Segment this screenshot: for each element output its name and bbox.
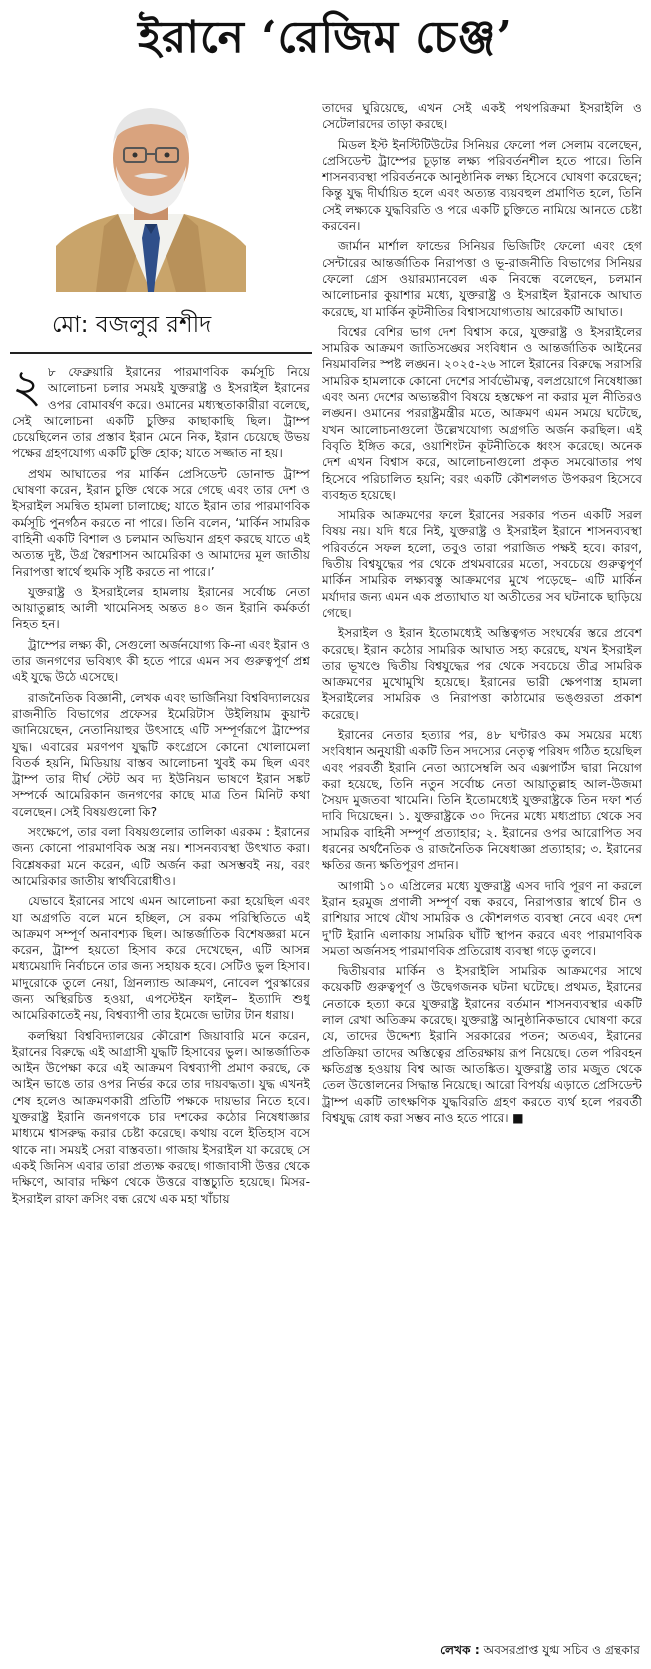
article-paragraph: যেভাবে ইরানের সাথে এমন আলোচনা করা হয়েছিল এবং যা অগ্রগতি বলে মনে হচ্ছিল, সে রকম পরিস্থিতিতে এই আক্রমণ সম্পূর্ণ অনাবশ্যক ছিল। আন্তর্জাতিক বিশেষজ্ঞরা মনে করেন, ট্রাম্প হয়তো হিসাব করে দেখেছেন, এটি আসন্ন মধ্যমেয়াদি নির্বাচনে তার জন্য সহায়ক হবে। সেটিও ভুল হিসাব। মাদুরোকে তুলে নেয়া, গ্রিনল্যান্ড আক্রমণ, নোবেল পুরস্কারের জন্য অস্থিরচিত্ত হওয়া, এপস্টেইন ফাইল– ইত্যাদি শুধু আমেরিকাতেই নয়, বিশ্বব্যাপী তার ইমেজে ভাটার টান ধরায়। bbox=[12, 894, 310, 1023]
drop-cap: ২ bbox=[12, 364, 42, 413]
article-paragraph: রাজনৈতিক বিজ্ঞানী, লেখক এবং ভার্জিনিয়া বিশ্ববিদ্যালয়ের রাজনীতি বিভাগের প্রফেসর ইমেরিটাস উইলিয়াম কুয়ান্ট জানিয়েছেন, নেতানিয়াহুর উৎসাহে এটি সম্পূর্ণরূপে ট্রাম্পের যুদ্ধ। এবারের মরণপণ যুদ্ধটি কংগ্রেসে কোনো খোলামেলা বিতর্ক হয়নি, মিডিয়ায় বাস্তব আলোচনা খুবই কম ছিল এবং ট্রাম্প তার দীর্ঘ স্টেট অব দ্য ইউনিয়ন ভাষণে ইরান সঙ্কট সম্পর্কে আমেরিকান জনগণের কাছে মাত্র তিন মিনিট কথা বলেছেন। সেই বিষয়গুলো কি? bbox=[12, 690, 310, 819]
article-paragraph: সামরিক আক্রমণের ফলে ইরানের সরকার পতন একটি সরল বিষয় নয়। যদি ধরে নিই, যুক্তরাষ্ট্র ও ইসরাইল ইরানে শাসনব্যবস্থা পরিবর্তনে সফল হলো, তবুও তারা পরাজিত পক্ষই হবে। কারণ, দ্বিতীয় বিশ্বযুদ্ধের পর থেকে প্রথমবারের মতো, সবচেয়ে গুরুত্বপূর্ণ মার্কিন সামরিক লক্ষ্যবস্তু আক্রমণের মুখে পড়েছে– এটি মার্কিন মর্যাদার জন্য এমন এক প্রত্যাঘাত যা অতীতের সব ঘটনাকে ছাড়িয়ে গেছে। bbox=[322, 508, 642, 620]
author-byline: মো: বজলুর রশীদ bbox=[52, 312, 212, 338]
article-paragraph: সংক্ষেপে, তার বলা বিষয়গুলোর তালিকা এরকম : ইরানের জন্য কোনো পারমাণবিক অস্ত্র নয়। শাসনব্যবস্থা উৎখাত করা। বিশ্লেষকরা মনে করেন, এটি অর্জন করা অসম্ভবই নয়, বরং আমেরিকার জাতীয় স্বার্থবিরোধীও। bbox=[12, 825, 310, 888]
article-paragraph: জার্মান মার্শাল ফান্ডের সিনিয়র ভিজিটিং ফেলো এবং হেগ সেন্টারের আন্তর্জাতিক নিরাপত্তা ও ভূ-রাজনীতি বিভাগের সিনিয়র ফেলো গ্রেস ওয়ারম্যানবেল এক নিবন্ধে বলেছেন, চলমান আলোচনার কুয়াশার মধ্যে, যুক্তরাষ্ট্র ও ইসরাইল ইরানকে আঘাত করেছে, যা মার্কিন কূটনীতির বিশ্বাসযোগ্যতায় আরেকটি আঘাত। bbox=[322, 239, 642, 319]
article-paragraph: ইরানের নেতার হত্যার পর, ৪৮ ঘণ্টারও কম সময়ের মধ্যে সংবিধান অনুযায়ী একটি তিন সদস্যের নেতৃত্ব পরিষদ গঠিত হয়েছিল এবং পরবর্তী ইরানি নেতা অ্যাসেম্বলি অব এক্সপার্টস দ্বারা নিয়োগ করা হয়েছে, তিনি নতুন সর্বোচ্চ নেতা আয়াতুল্লাহ আল-উজমা সৈয়দ মুজতবা খামেনি। তিনি ইতোমধ্যেই যুক্তরাষ্ট্রকে তিন দফা শর্ত দাবি দিয়েছেন। ১. যুক্তরাষ্ট্রকে ৩০ দিনের মধ্যে মধ্যপ্রাচ্য থেকে সব সামরিক বাহিনী সম্পূর্ণ প্রত্যাহার; ২. ইরানের ওপর আরোপিত সব ধরনের অর্থনৈতিক ও রাজনৈতিক নিষেধাজ্ঞা প্রত্যাহার; ৩. ইরানের ক্ষতির জন্য ক্ষতিপূরণ প্রদান। bbox=[322, 727, 642, 873]
article-paragraph: তাদের ঘুরিয়েছে, এখন সেই একই পথপরিক্রমা ইসরাইলি ও সেটেলারদের তাড়া করছে। bbox=[322, 101, 642, 132]
article-paragraph: ২ ৮ ফেব্রুয়ারি ইরানের পারমাণবিক কর্মসূচি নিয়ে আলোচনা চলার সময়ই যুক্তরাষ্ট্র ও ইসরাইল ইরানের ওপর বোমাবর্ষণ করে। ওমানের মধ্যস্থতাকারীরা বলেছে, সেই আলোচনা একটি চুক্তির কাছাকাছি ছিল। ট্রাম্প চেয়েছিলেন তার প্রস্তাব ইরান মেনে নিক, ইরান চেয়েছে উভয় পক্ষের গ্রহণযোগ্য একটি চুক্তি হোক; যাতে সজ্জাত না হয়। bbox=[12, 364, 310, 461]
headline: ইরানে ‘রেজিম চেঞ্জ’ bbox=[138, 12, 513, 63]
article-paragraph: যুক্তরাষ্ট্র ও ইসরাইলের হামলায় ইরানের সর্বোচ্চ নেতা আয়াতুল্লাহ আলী খামেনিসহ অন্তত ৪০ জন ইরানি কর্মকর্তা নিহত হন। bbox=[12, 584, 310, 632]
article-column-right bbox=[322, 100, 642, 1630]
article-paragraph: ট্রাম্পের লক্ষ্য কী, সেগুলো অর্জনযোগ্য কি-না এবং ইরান ও তার জনগণের ভবিষ্যৎ কী হতে পারে এমন সব গুরুত্বপূর্ণ প্রশ্ন এই যুদ্ধে উঠে এসেছে। bbox=[12, 637, 310, 685]
article-paragraph: বিশ্বের বেশির ভাগ দেশ বিশ্বাস করে, যুক্তরাষ্ট্র ও ইসরাইলের সামরিক আক্রমণ জাতিসঙ্ঘের সংবিধান ও আন্তর্জাতিক আইনের নিয়মাবলির স্পষ্ট লঙ্ঘন। ২০২৫-২৬ সালে ইরানের বিরুদ্ধে সরাসরি সামরিক হামলাকে কোনো দেশের সার্বভৌমত্ব, বলপ্রয়োগে নিষেধাজ্ঞা এবং অন্য দেশের অভ্যন্তরীণ বিষয়ে হস্তক্ষেপ না করার মূল নীতিরও লঙ্ঘন। ওমানের পররাষ্ট্রমন্ত্রীর মতে, আক্রমণ এমন সময়ে ঘটেছে, যখন আলোচনাগুলো উল্লেখযোগ্য অগ্রগতি অর্জন করছিল। এই বিবৃতি ইঙ্গিত করে, ওয়াশিংটন কূটনীতিকে ধ্বংস করেছে। অনেক দেশ এখন বিশ্বাস করে, আলোচনাগুলো প্রকৃত সমঝোতার পথ হিসেবে পরিচালিত হয়নি; বরং একটি কৌশলগত উপকরণ হিসেবে ব্যবহৃত হয়েছে। bbox=[322, 324, 642, 502]
author-photo bbox=[56, 96, 246, 292]
article-paragraph: দ্বিতীয়বার মার্কিন ও ইসরাইলি সামরিক আক্রমণের সাথে কয়েকটি গুরুত্বপূর্ণ ও উদ্বেগজনক ঘটনা ঘটেছে। প্রথমত, ইরানের নেতাকে হত্যা করে যুক্তরাষ্ট্র ইরানের বর্তমান শাসনব্যবস্থার একটি লাল রেখা অতিক্রম করেছে। যুক্তরাষ্ট্র আনুষ্ঠানিকভাবে ঘোষণা করে যে, তাদের উদ্দেশ্য ইরানি সরকারের পতন; অতএব, ইরানের প্রতিক্রিয়া তাদের অস্তিত্বের প্রতিরক্ষায় রূপ নিয়েছে। তেল পরিবহন ক্ষতিগ্রস্ত হওয়ায় বিশ্ব আজ আতঙ্কিত। যুক্তরাষ্ট্র তার মজুত থেকে তেল উত্তোলনের সিদ্ধান্ত নিয়েছে। আরো বিপর্যয় এড়াতে প্রেসিডেন্ট ট্রাম্প একটি তাৎক্ষণিক যুদ্ধবিরতি গ্রহণ করতে ব্যর্থ হলে পরবর্তী বিশ্বযুদ্ধ রোধ করা সম্ভব নাও হতে পারে। ■ bbox=[322, 964, 642, 1125]
author-note-text: অবসরপ্রাপ্ত যুগ্ম সচিব ও গ্রন্থকার bbox=[483, 1643, 640, 1657]
article-paragraph: কলম্বিয়া বিশ্ববিদ্যালয়ের কৌরোশ জিয়াবারি মনে করেন, ইরানের বিরুদ্ধে এই আগ্রাসী যুদ্ধটি হিসাবের ভুল। আন্তর্জাতিক আইন উপেক্ষা করে এই আক্রমণ বিশ্বব্যাপী প্রমাণ করছে, কে আইন ভাঙে তার ওপর নির্ভর করে তার দায়বদ্ধতা। যুদ্ধ এখনই শেষ হলেও আক্রমণকারী প্রতিটি পক্ষকে দায়ভার নিতে হবে। যুক্তরাষ্ট্র ইরানি জনগণকে চার দশকের কঠোর নিষেধাজ্ঞার মাধ্যমে শ্বাসরুদ্ধ করার চেষ্টা করেছে। কথায় বলে ইতিহাস বসে থাকে না। সময়ই সেরা বাস্তবতা। গাজায় ইসরাইল যা করেছে সে একই জিনিস এবার তারা প্রত্যক্ষ করছে। গাজাবাসী উত্তর থেকে দক্ষিণে, আবার দক্ষিণ থেকে উত্তরে বাস্তচ্যুতি হয়েছে। মিসর-ইসরাইল রাফা ক্রসিং বন্ধ রেখে এক মহা খাঁচায় bbox=[12, 1028, 310, 1206]
article-paragraph: আগামী ১০ এপ্রিলের মধ্যে যুক্তরাষ্ট্র এসব দাবি পূরণ না করলে ইরান হরমুজ প্রণালী সম্পূর্ণ বন্ধ করবে, নিরাপত্তার স্বার্থে চীন ও রাশিয়ার সাথে যৌথ সামরিক ও কৌশলগত ব্যবস্থা নেবে এবং দেশ দু'টি ইরানি এলাকায় সামরিক ঘাঁটি স্থাপন করবে এবং পারমাণবিক সমতা অর্জনসহ পারমাণবিক প্রতিরোধ ব্যবস্থা গড়ে তুলবে। bbox=[322, 878, 642, 958]
author-note bbox=[328, 1640, 640, 1660]
article-paragraph: ইসরাইল ও ইরান ইতোমধ্যেই অস্তিত্বগত সংঘর্ষের স্তরে প্রবেশ করেছে। ইরান কঠোর সামরিক আঘাত সহ্য করেছে, যখন ইসরাইল তার ভূখণ্ডে দ্বিতীয় বিশ্বযুদ্ধের পর থেকে সবচেয়ে তীব্র সামরিক আক্রমণের মুখোমুখি হয়েছে। ইরানের ভারী ক্ষেপণাস্ত্র হামলা ইসরাইলের সামরিক ও নিরাপত্তা কাঠামোর ভঙ্গুরতা প্রকাশ করেছে। bbox=[322, 626, 642, 722]
byline-divider bbox=[10, 352, 312, 354]
author-note-label: লেখক : bbox=[440, 1643, 480, 1657]
article-paragraph: মিডল ইস্ট ইনস্টিটিউটের সিনিয়র ফেলো পল সেলাম বলেছেন, প্রেসিডেন্ট ট্রাম্পের চূড়ান্ত লক্ষ্য পরিবর্তনশীল হতে পারে। তিনি শাসনব্যবস্থা পরিবর্তনকে আনুষ্ঠানিক লক্ষ্য হিসেবে ঘোষণা করেছেন; কিন্তু যুদ্ধ দীর্ঘায়িত হলে এবং অত্যন্ত ব্যয়বহুল প্রমাণিত হলে, তিনি সেই লক্ষ্যকে যুদ্ধবিরতি ও পরে একটি চুক্তিতে নামিয়ে আনতে চেষ্টা করবেন। bbox=[322, 137, 642, 234]
article-column-left bbox=[12, 364, 310, 1662]
article-paragraph: প্রথম আঘাতের পর মার্কিন প্রেসিডেন্ট ডোনাল্ড ট্রাম্প ঘোষণা করেন, ইরান চুক্তি থেকে সরে গেছে এবং তার দেশ ও ইসরাইল সমন্বিত হামলা চালাচ্ছে; যাতে ইরান তার পারমাণবিক কর্মসূচি পুনর্গঠন করতে না পারে। তিনি বলেন, ‘মার্কিন সামরিক বাহিনী একটি বিশাল ও চলমান অভিযান গ্রহণ করছে যাতে এই অত্যন্ত দুষ্ট, উগ্র স্বৈরশাসন আমেরিকা ও আমাদের মূল জাতীয় নিরাপত্তা স্বার্থে হুমকি সৃষ্টি করতে না পারে।’ bbox=[12, 466, 310, 579]
